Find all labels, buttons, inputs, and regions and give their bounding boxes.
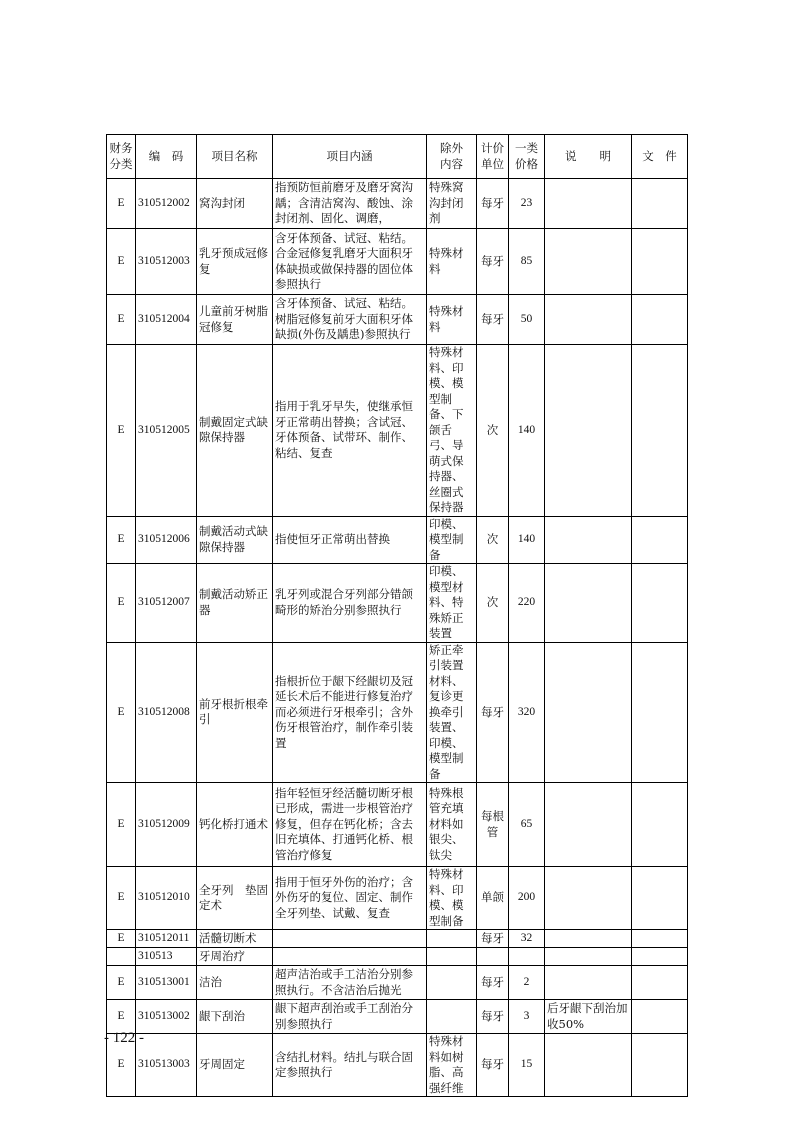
row-excluded: 印模、模型制备 bbox=[427, 516, 477, 564]
row-doc bbox=[632, 930, 688, 948]
row-note bbox=[545, 966, 632, 1000]
row-name: 制戴活动矫正器 bbox=[197, 564, 273, 643]
table-row bbox=[107, 642, 688, 783]
row-unit: 每牙 bbox=[477, 229, 509, 295]
row-excluded: 特殊窝沟封闭剂 bbox=[427, 179, 477, 229]
row-name: 牙周治疗 bbox=[197, 948, 273, 966]
row-note bbox=[545, 179, 632, 229]
row-code: 310512003 bbox=[136, 229, 197, 295]
row-doc bbox=[632, 966, 688, 1000]
row-note bbox=[545, 930, 632, 948]
row-doc bbox=[632, 564, 688, 643]
table-row bbox=[107, 966, 688, 1000]
row-excluded: 特殊材料、印模、模型制备 bbox=[427, 867, 477, 930]
row-price: 50 bbox=[509, 295, 545, 345]
page-number: - 122 - bbox=[104, 1030, 144, 1046]
row-unit: 每牙 bbox=[477, 930, 509, 948]
row-unit: 每牙 bbox=[477, 295, 509, 345]
row-code: 310513001 bbox=[136, 966, 197, 1000]
row-content bbox=[273, 948, 427, 966]
row-price: 85 bbox=[509, 229, 545, 295]
header-category: 财务 分类 bbox=[107, 135, 136, 179]
row-note bbox=[545, 1034, 632, 1097]
row-category: E bbox=[107, 1000, 136, 1034]
row-excluded: 特殊材料、印模、模型制备、下颌舌弓、导萌式保持器、丝圈式保持器 bbox=[427, 345, 477, 517]
row-note bbox=[545, 948, 632, 966]
row-content: 含结扎材料。结扎与联合固定参照执行 bbox=[273, 1034, 427, 1097]
row-price: 140 bbox=[509, 516, 545, 564]
row-code: 310512008 bbox=[136, 642, 197, 783]
row-content: 龈下超声刮治或手工刮治分别参照执行 bbox=[273, 1000, 427, 1034]
row-excluded bbox=[427, 948, 477, 966]
row-note bbox=[545, 564, 632, 643]
row-excluded: 特殊材料 bbox=[427, 229, 477, 295]
row-category: E bbox=[107, 783, 136, 867]
row-code: 310512005 bbox=[136, 345, 197, 517]
row-price: 200 bbox=[509, 867, 545, 930]
header-content: 项目内涵 bbox=[273, 135, 427, 179]
row-name: 牙周固定 bbox=[197, 1034, 273, 1097]
row-unit: 每牙 bbox=[477, 179, 509, 229]
row-unit: 每牙 bbox=[477, 1000, 509, 1034]
row-content: 指预防恒前磨牙及磨牙窝沟龋；含清洁窝沟、酸蚀、涂封闭剂、固化、调磨， bbox=[273, 179, 427, 229]
row-content bbox=[273, 930, 427, 948]
row-doc bbox=[632, 295, 688, 345]
row-note bbox=[545, 642, 632, 783]
row-category: E bbox=[107, 642, 136, 783]
table-row bbox=[107, 783, 688, 867]
row-code: 310512007 bbox=[136, 564, 197, 643]
row-price: 2 bbox=[509, 966, 545, 1000]
row-unit bbox=[477, 948, 509, 966]
row-code: 310512011 bbox=[136, 930, 197, 948]
row-category: E bbox=[107, 564, 136, 643]
row-doc bbox=[632, 516, 688, 564]
table-row bbox=[107, 1000, 688, 1034]
row-code: 310512009 bbox=[136, 783, 197, 867]
row-excluded: 矫正牵引装置材料、复诊更换牵引装置、印模、模型制备 bbox=[427, 642, 477, 783]
table-row bbox=[107, 295, 688, 345]
row-excluded: 特殊根管充填材料如银尖、钛尖 bbox=[427, 783, 477, 867]
row-name: 制戴活动式缺隙保持器 bbox=[197, 516, 273, 564]
row-content: 含牙体预备、试冠、粘结。树脂冠修复前牙大面积牙体缺损(外伤及龋患)参照执行 bbox=[273, 295, 427, 345]
row-code: 310512002 bbox=[136, 179, 197, 229]
row-code: 310512010 bbox=[136, 867, 197, 930]
header-price: 一类 价格 bbox=[509, 135, 545, 179]
row-name: 龈下刮治 bbox=[197, 1000, 273, 1034]
row-name: 前牙根折根牵引 bbox=[197, 642, 273, 783]
table-row bbox=[107, 516, 688, 564]
row-code: 310513003 bbox=[136, 1034, 197, 1097]
table-row bbox=[107, 1034, 688, 1097]
row-excluded bbox=[427, 930, 477, 948]
table-row bbox=[107, 229, 688, 295]
row-unit: 每牙 bbox=[477, 966, 509, 1000]
row-unit: 每牙 bbox=[477, 1034, 509, 1097]
row-code: 310513 bbox=[136, 948, 197, 966]
row-unit: 每根管 bbox=[477, 783, 509, 867]
row-doc bbox=[632, 948, 688, 966]
row-code: 310512006 bbox=[136, 516, 197, 564]
row-price: 32 bbox=[509, 930, 545, 948]
header-doc: 文 件 bbox=[632, 135, 688, 179]
row-note bbox=[545, 229, 632, 295]
row-excluded: 特殊材料如树脂、高强纤维 bbox=[427, 1034, 477, 1097]
row-note bbox=[545, 867, 632, 930]
row-content: 指年轻恒牙经活髓切断牙根已形成，需进一步根管治疗修复，但存在钙化桥；含去旧充填体、打通钙化桥、根管治疗修复 bbox=[273, 783, 427, 867]
header-unit: 计价 单位 bbox=[477, 135, 509, 179]
row-unit: 每牙 bbox=[477, 642, 509, 783]
row-content: 指用于乳牙早失，使继承恒牙正常萌出替换；含试冠、牙体预备、试带环、制作、粘结、复查 bbox=[273, 345, 427, 517]
row-category: E bbox=[107, 229, 136, 295]
row-doc bbox=[632, 229, 688, 295]
row-price: 140 bbox=[509, 345, 545, 517]
row-excluded bbox=[427, 1000, 477, 1034]
row-doc bbox=[632, 1034, 688, 1097]
header-name: 项目名称 bbox=[197, 135, 273, 179]
row-name: 钙化桥打通术 bbox=[197, 783, 273, 867]
row-unit: 次 bbox=[477, 345, 509, 517]
row-category bbox=[107, 948, 136, 966]
header-excluded: 除外 内容 bbox=[427, 135, 477, 179]
row-doc bbox=[632, 1000, 688, 1034]
row-price bbox=[509, 948, 545, 966]
row-category: E bbox=[107, 179, 136, 229]
table-row bbox=[107, 930, 688, 948]
row-price: 65 bbox=[509, 783, 545, 867]
row-name: 乳牙预成冠修复 bbox=[197, 229, 273, 295]
row-unit: 次 bbox=[477, 564, 509, 643]
row-price: 220 bbox=[509, 564, 545, 643]
row-name: 活髓切断术 bbox=[197, 930, 273, 948]
table-row bbox=[107, 345, 688, 517]
row-category: E bbox=[107, 930, 136, 948]
row-price: 3 bbox=[509, 1000, 545, 1034]
row-category: E bbox=[107, 345, 136, 517]
row-price: 23 bbox=[509, 179, 545, 229]
row-content: 含牙体预备、试冠、粘结。合金冠修复乳磨牙大面积牙体缺损或做保持器的固位体参照执行 bbox=[273, 229, 427, 295]
row-category: E bbox=[107, 516, 136, 564]
row-doc bbox=[632, 345, 688, 517]
row-name: 洁治 bbox=[197, 966, 273, 1000]
section-row bbox=[107, 948, 688, 966]
row-category: E bbox=[107, 867, 136, 930]
row-name: 全牙列 垫固定术 bbox=[197, 867, 273, 930]
row-excluded: 特殊材料 bbox=[427, 295, 477, 345]
row-unit: 单颌 bbox=[477, 867, 509, 930]
row-unit: 次 bbox=[477, 516, 509, 564]
row-doc bbox=[632, 867, 688, 930]
table-row bbox=[107, 179, 688, 229]
header-code: 编 码 bbox=[136, 135, 197, 179]
row-note bbox=[545, 295, 632, 345]
row-excluded bbox=[427, 966, 477, 1000]
row-excluded: 印模、模型材料、特殊矫正装置 bbox=[427, 564, 477, 643]
row-note: 后牙龈下刮治加收50% bbox=[545, 1000, 632, 1034]
row-content: 超声洁治或手工洁治分别参照执行。不含洁治后抛光 bbox=[273, 966, 427, 1000]
table-row bbox=[107, 867, 688, 930]
row-doc bbox=[632, 783, 688, 867]
header-note: 说 明 bbox=[545, 135, 632, 179]
fee-schedule-table bbox=[106, 134, 688, 1097]
row-note bbox=[545, 345, 632, 517]
row-name: 窝沟封闭 bbox=[197, 179, 273, 229]
row-content: 乳牙列或混合牙列部分错颌畸形的矫治分别参照执行 bbox=[273, 564, 427, 643]
row-doc bbox=[632, 179, 688, 229]
row-content: 指使恒牙正常萌出替换 bbox=[273, 516, 427, 564]
row-price: 320 bbox=[509, 642, 545, 783]
row-code: 310513002 bbox=[136, 1000, 197, 1034]
row-content: 指用于恒牙外伤的治疗；含外伤牙的复位、固定、制作全牙列垫、试戴、复查 bbox=[273, 867, 427, 930]
row-note bbox=[545, 516, 632, 564]
row-doc bbox=[632, 642, 688, 783]
row-content: 指根折位于龈下经龈切及冠延长术后不能进行修复治疗而必须进行牙根牵引；含外伤牙根管治疗，制作牵引装置 bbox=[273, 642, 427, 783]
table-row bbox=[107, 564, 688, 643]
header-row bbox=[107, 135, 688, 179]
row-category: E bbox=[107, 966, 136, 1000]
row-note bbox=[545, 783, 632, 867]
row-category: E bbox=[107, 295, 136, 345]
row-category: E bbox=[107, 1034, 136, 1097]
row-name: 儿童前牙树脂冠修复 bbox=[197, 295, 273, 345]
row-price: 15 bbox=[509, 1034, 545, 1097]
row-code: 310512004 bbox=[136, 295, 197, 345]
row-name: 制戴固定式缺隙保持器 bbox=[197, 345, 273, 517]
